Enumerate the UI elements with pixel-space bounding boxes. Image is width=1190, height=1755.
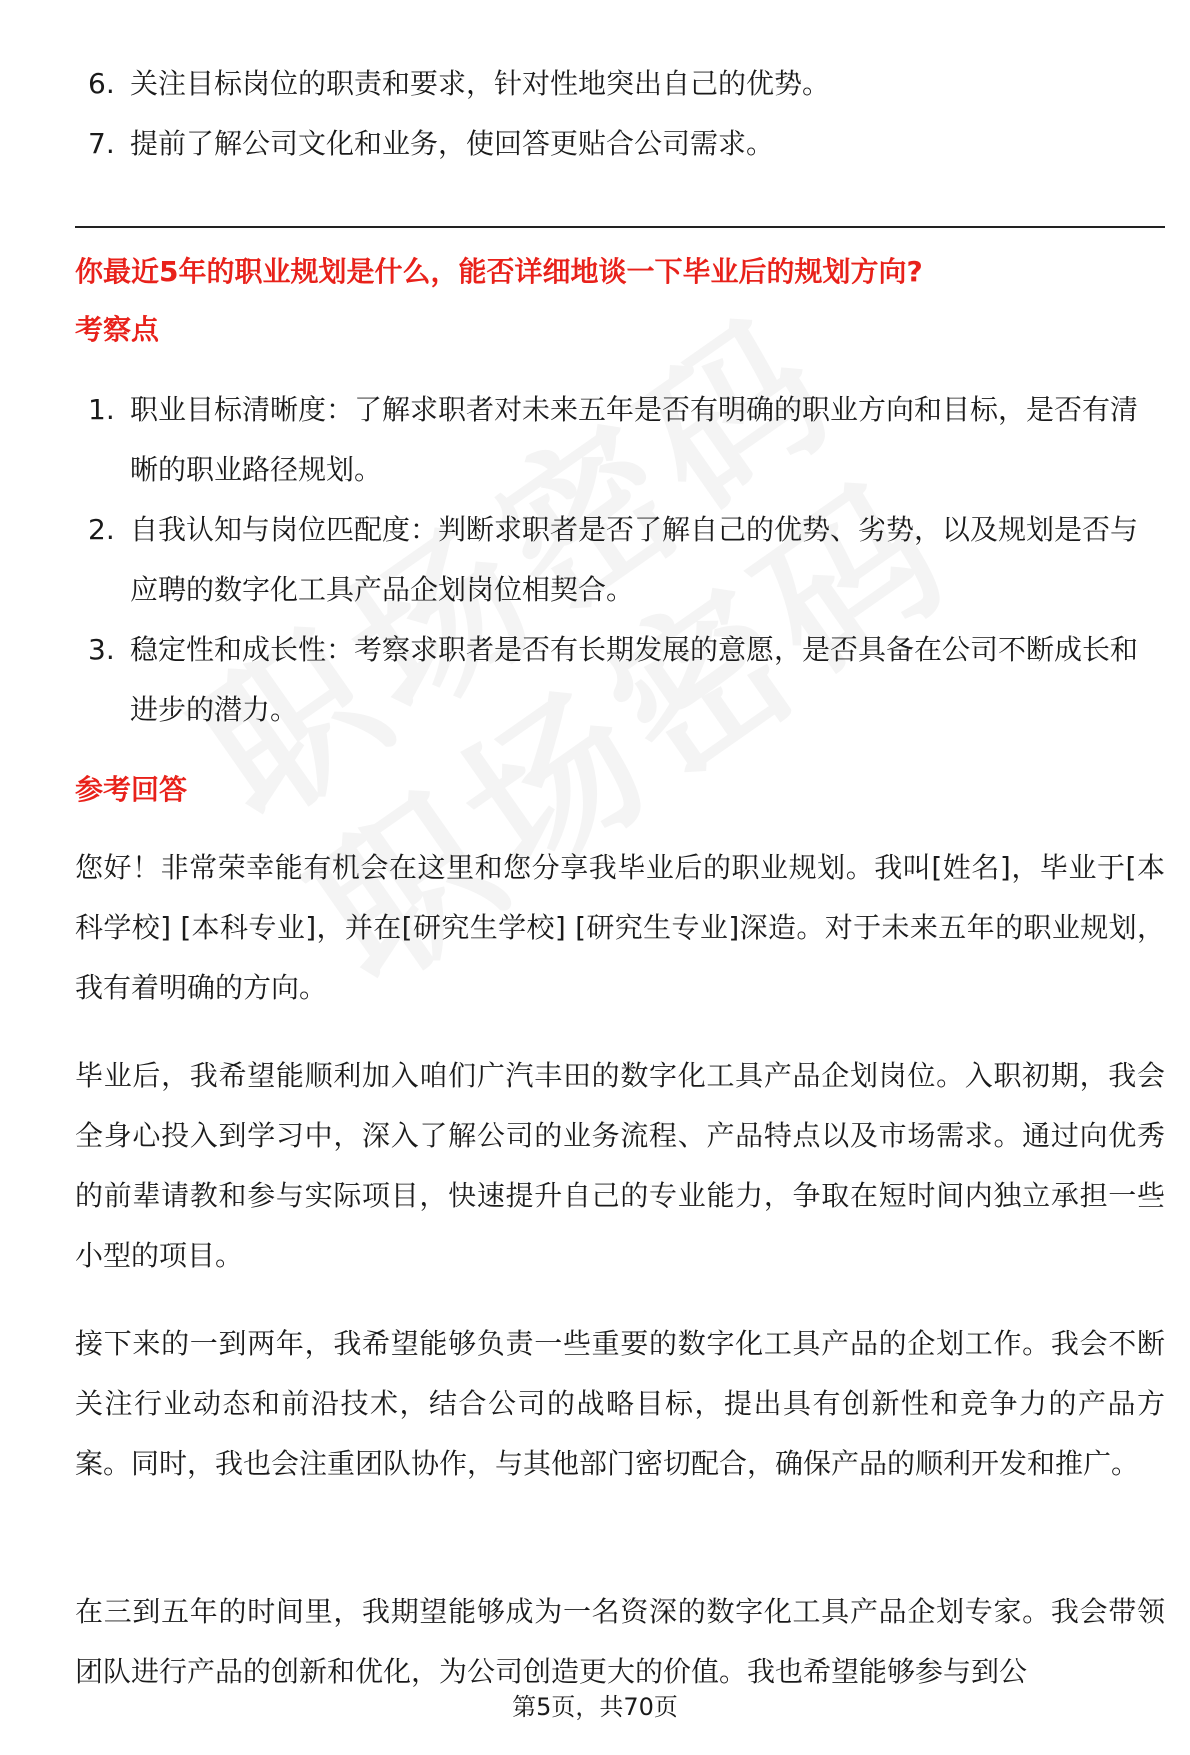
list-item <box>0 114 1160 174</box>
list-item-text: 自我认知与岗位匹配度：判断求职者是否了解自己的优势、劣势，以及规划是否与应聘的数字化工具产品企划岗位相契合。 <box>130 513 1139 606</box>
answer-paragraph: 在三到五年的时间里，我期望能够成为一名资深的数字化工具产品企划专家。我会带领团队进行产品的创新和优化，为公司创造更大的价值。我也希望能够参与到公 <box>75 1595 1165 1688</box>
list-item-text: 职业目标清晰度：了解求职者对未来五年是否有明确的职业方向和目标，是否有清晰的职业路径规划。 <box>130 393 1139 486</box>
list-number: 3. <box>88 633 115 666</box>
tips-list <box>0 54 1160 174</box>
page-indicator: 第5页，共70页 <box>512 1693 678 1721</box>
list-number: 2. <box>88 513 115 546</box>
answer-heading: 参考回答 <box>75 773 188 806</box>
list-item-text: 提前了解公司文化和业务，使回答更贴合公司需求。 <box>130 127 775 160</box>
answer-paragraph: 您好！非常荣幸能有机会在这里和您分享我毕业后的职业规划。我叫[姓名]，毕业于[本科学校] [本科专业]，并在[研究生学校] [研究生专业]深造。对于未来五年的职业规划，我有着明确的方向。 <box>75 851 1165 1004</box>
assessment-heading: 考察点 <box>75 313 160 346</box>
list-number: 1. <box>88 393 115 426</box>
list-item <box>0 500 1160 620</box>
list-item <box>0 620 1160 740</box>
list-number: 7. <box>88 127 115 160</box>
list-number: 6. <box>88 67 115 100</box>
section-divider <box>75 226 1165 228</box>
assessment-list <box>0 380 1160 740</box>
list-item-text: 关注目标岗位的职责和要求，针对性地突出自己的优势。 <box>130 67 831 100</box>
answer-paragraph: 毕业后，我希望能顺利加入咱们广汽丰田的数字化工具产品企划岗位。入职初期，我会全身心投入到学习中，深入了解公司的业务流程、产品特点以及市场需求。通过向优秀的前辈请教和参与实际项目，快速提升自己的专业能力，争取在短时间内独立承担一些小型的项目。 <box>75 1059 1165 1272</box>
list-item <box>0 54 1160 114</box>
answer-paragraph: 接下来的一到两年，我希望能够负责一些重要的数字化工具产品的企划工作。我会不断关注行业动态和前沿技术，结合公司的战略目标，提出具有创新性和竞争力的产品方案。同时，我也会注重团队协作，与其他部门密切配合，确保产品的顺利开发和推广。 <box>75 1327 1165 1480</box>
list-item <box>0 380 1160 500</box>
list-item-text: 稳定性和成长性：考察求职者是否有长期发展的意愿，是否具备在公司不断成长和进步的潜力。 <box>130 633 1139 726</box>
question-heading: 你最近5年的职业规划是什么，能否详细地谈一下毕业后的规划方向? <box>75 255 923 288</box>
